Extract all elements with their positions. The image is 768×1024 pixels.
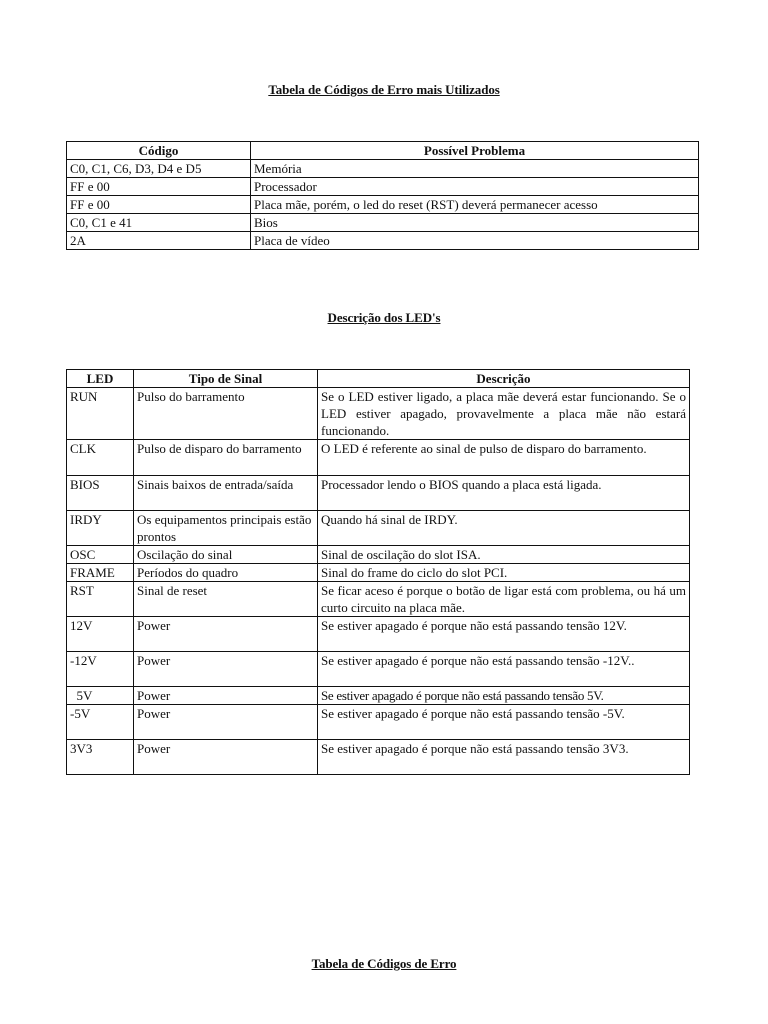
- table-row: [67, 388, 690, 440]
- table-row: [67, 476, 690, 511]
- cell-description: Quando há sinal de IRDY.: [318, 511, 690, 546]
- section-title-led-description: Descrição dos LED's: [327, 310, 441, 325]
- cell-problem: Memória: [251, 160, 699, 178]
- cell-code: FF e 00: [67, 196, 251, 214]
- cell-code: 2A: [67, 232, 251, 250]
- cell-description: Processador lendo o BIOS quando a placa está ligada.: [318, 476, 690, 511]
- header-descricao: Descrição: [318, 370, 690, 388]
- cell-description: Sinal do frame do ciclo do slot PCI.: [318, 564, 690, 582]
- cell-description: Se estiver apagado é porque não está passando tensão -5V.: [318, 705, 690, 740]
- cell-signal-type: Pulso de disparo do barramento: [134, 440, 318, 476]
- table-row: [67, 232, 699, 250]
- table-row: [67, 582, 690, 617]
- table-row: [67, 178, 699, 196]
- cell-description: Se estiver apagado é porque não está passando tensão 5V.: [318, 687, 690, 705]
- cell-led: -5V: [67, 705, 134, 740]
- cell-led: 5V: [67, 687, 134, 705]
- cell-led: FRAME: [67, 564, 134, 582]
- cell-signal-type: Pulso do barramento: [134, 388, 318, 440]
- table-row: [67, 511, 690, 546]
- cell-signal-type: Sinal de reset: [134, 582, 318, 617]
- cell-led: IRDY: [67, 511, 134, 546]
- cell-led: OSC: [67, 546, 134, 564]
- cell-signal-type: Oscilação do sinal: [134, 546, 318, 564]
- table-row: [67, 196, 699, 214]
- cell-description: Se ficar aceso é porque o botão de ligar está com problema, ou há um curto circuito na placa mãe.: [318, 582, 690, 617]
- header-led: LED: [67, 370, 134, 388]
- cell-description: O LED é referente ao sinal de pulso de disparo do barramento.: [318, 440, 690, 476]
- section-title-error-codes-full: Tabela de Códigos de Erro: [311, 956, 457, 971]
- cell-signal-type: Power: [134, 687, 318, 705]
- cell-description: Se estiver apagado é porque não está passando tensão 12V.: [318, 617, 690, 652]
- table-row: [67, 440, 690, 476]
- header-codigo: Código: [67, 142, 251, 160]
- table-row: [67, 564, 690, 582]
- cell-signal-type: Power: [134, 740, 318, 775]
- cell-led: 12V: [67, 617, 134, 652]
- cell-led: CLK: [67, 440, 134, 476]
- table-row: [67, 214, 699, 232]
- table-row: [67, 740, 690, 775]
- cell-problem: Processador: [251, 178, 699, 196]
- cell-signal-type: Sinais baixos de entrada/saída: [134, 476, 318, 511]
- header-possivel-problema: Possível Problema: [251, 142, 699, 160]
- table-row: [67, 546, 690, 564]
- cell-signal-type: Os equipamentos principais estão prontos: [134, 511, 318, 546]
- error-codes-table: [66, 141, 699, 250]
- cell-signal-type: Power: [134, 617, 318, 652]
- cell-code: C0, C1 e 41: [67, 214, 251, 232]
- table-row: [67, 687, 690, 705]
- header-tipo-de-sinal: Tipo de Sinal: [134, 370, 318, 388]
- cell-signal-type: Power: [134, 705, 318, 740]
- cell-description: Sinal de oscilação do slot ISA.: [318, 546, 690, 564]
- cell-code: FF e 00: [67, 178, 251, 196]
- section-title-error-codes: Tabela de Códigos de Erro mais Utilizados: [268, 82, 500, 97]
- led-description-table: [66, 369, 690, 775]
- table-row: [67, 160, 699, 178]
- table-row: [67, 652, 690, 687]
- cell-problem: Placa mãe, porém, o led do reset (RST) deverá permanecer acesso: [251, 196, 699, 214]
- table-header-row: [67, 370, 690, 388]
- cell-description: Se o LED estiver ligado, a placa mãe deverá estar funcionando. Se o LED estiver apagado, provavelmente a placa mãe não estará funcionando.: [318, 388, 690, 440]
- cell-led: -12V: [67, 652, 134, 687]
- cell-signal-type: Power: [134, 652, 318, 687]
- cell-signal-type: Períodos do quadro: [134, 564, 318, 582]
- cell-description: Se estiver apagado é porque não está passando tensão 3V3.: [318, 740, 690, 775]
- cell-description: Se estiver apagado é porque não está passando tensão -12V..: [318, 652, 690, 687]
- table-row: [67, 617, 690, 652]
- table-row: [67, 705, 690, 740]
- cell-code: C0, C1, C6, D3, D4 e D5: [67, 160, 251, 178]
- cell-led: 3V3: [67, 740, 134, 775]
- cell-problem: Bios: [251, 214, 699, 232]
- cell-problem: Placa de vídeo: [251, 232, 699, 250]
- table-header-row: [67, 142, 699, 160]
- cell-led: RST: [67, 582, 134, 617]
- cell-led: RUN: [67, 388, 134, 440]
- cell-led: BIOS: [67, 476, 134, 511]
